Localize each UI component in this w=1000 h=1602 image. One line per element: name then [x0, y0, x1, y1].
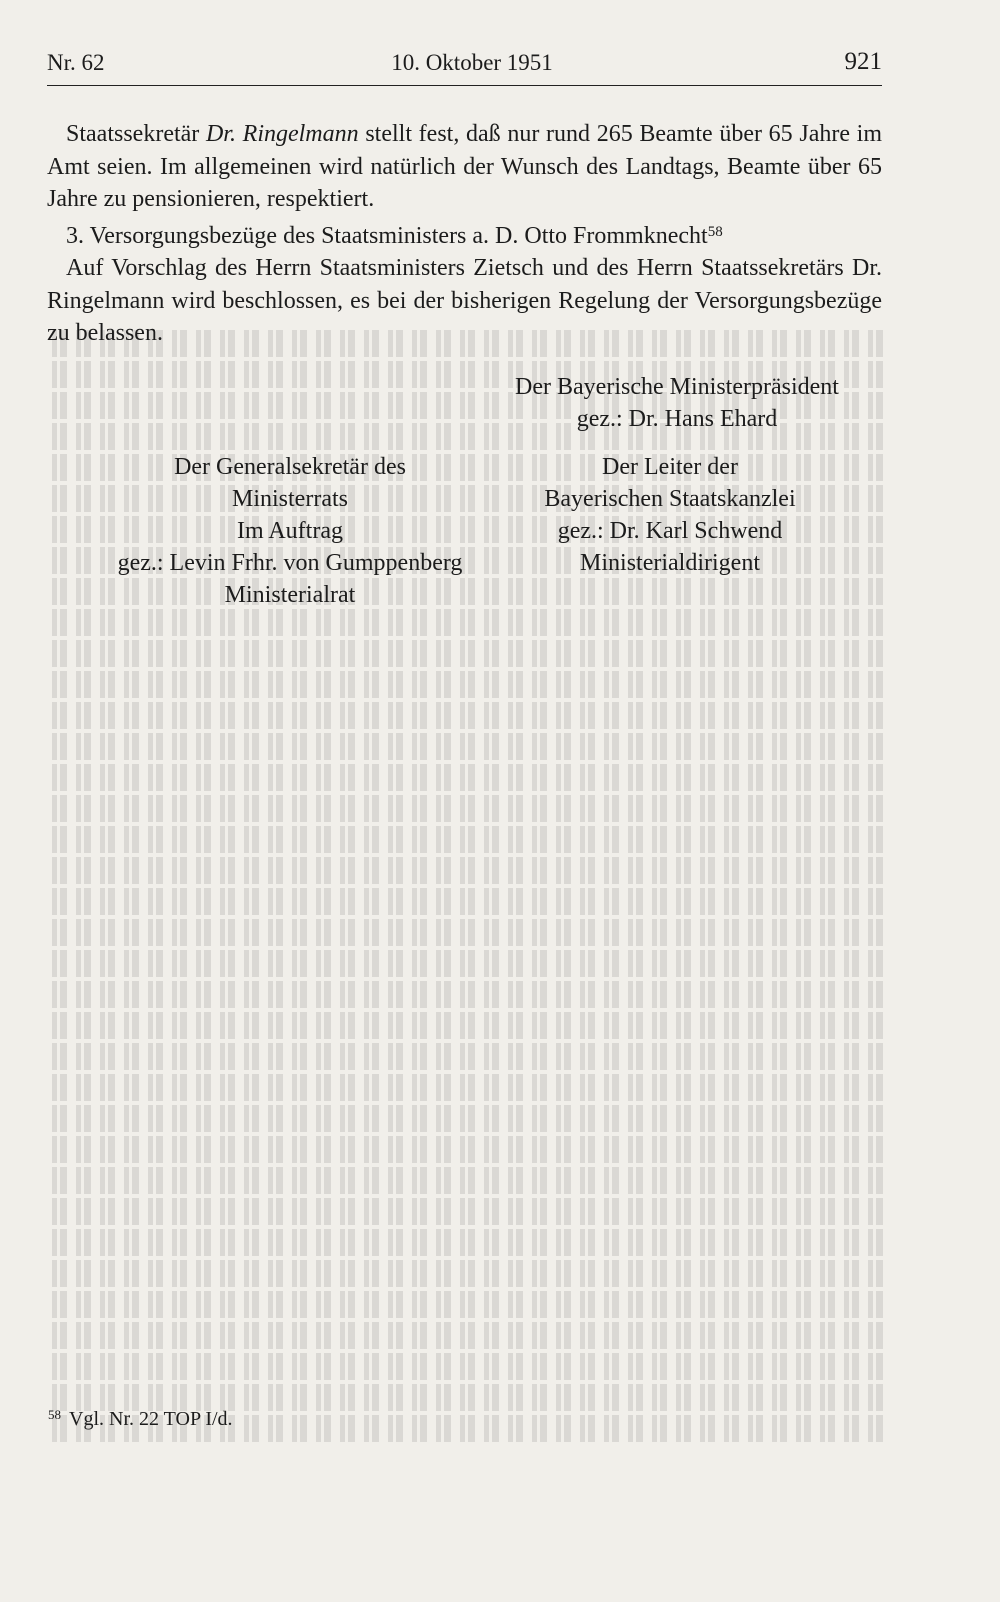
- signature-line: gez.: Dr. Karl Schwend: [557, 518, 783, 544]
- signature-line: gez.: Levin Frhr. von Gumppenberg: [117, 550, 463, 576]
- paragraph-resolution: Auf Vorschlag des Herrn Staatsministers Zietsch und des Herrn Staatssekretärs Dr. Ringelmann wird beschlossen, es bei der bisherigen Regelung der Versorgungsbezüge zu belassen.: [47, 255, 882, 346]
- body-text: [47, 118, 882, 350]
- footnote: [48, 1407, 233, 1431]
- document-number: Nr. 62: [47, 50, 105, 75]
- footnote-text: Vgl. Nr. 22 TOP I/d.: [69, 1408, 233, 1430]
- p1-before: Staatssekretär: [66, 121, 206, 147]
- signature-line: Ministerrats: [232, 486, 348, 512]
- agenda-item-3: [47, 216, 882, 253]
- signature-ministerpraesident: [487, 371, 867, 435]
- signature-generalsekretaer: [100, 451, 480, 611]
- signature-line: Ministerialrat: [224, 582, 356, 608]
- signature-staatskanzlei: [515, 451, 825, 579]
- page-number: 921: [844, 48, 882, 75]
- header-date: 10. Oktober 1951: [391, 50, 553, 75]
- footnote-reference[interactable]: 58: [707, 223, 723, 240]
- footnote-number: 58: [48, 1407, 61, 1422]
- running-header: [47, 48, 882, 88]
- agenda-item-3-text: 3. Versorgungsbezüge des Staatsministers a. D. Otto Frommknecht: [66, 222, 708, 249]
- header-rule: [47, 85, 882, 86]
- signature-line: gez.: Dr. Hans Ehard: [576, 406, 778, 432]
- signature-line: Der Leiter der: [602, 454, 738, 480]
- paragraph-ringelmann: [47, 118, 882, 216]
- p1-after: stellt fest, daß nur rund 265 Beamte über 65 Jahre im Amt seien. Im allgemeinen wird natürlich der Wunsch des Landtags, Beamte über 65 Jahre zu pensionieren, respektiert.: [47, 121, 883, 212]
- signature-line: Bayerischen Staatskanzlei: [544, 486, 796, 512]
- signature-line: Ministerialdirigent: [580, 550, 760, 576]
- signature-line: Der Generalsekretär des: [174, 454, 406, 480]
- signature-line: Im Auftrag: [237, 518, 343, 544]
- signature-line: Der Bayerische Ministerpräsident: [515, 374, 839, 400]
- p1-speaker-italic: Dr. Ringelmann: [205, 121, 359, 147]
